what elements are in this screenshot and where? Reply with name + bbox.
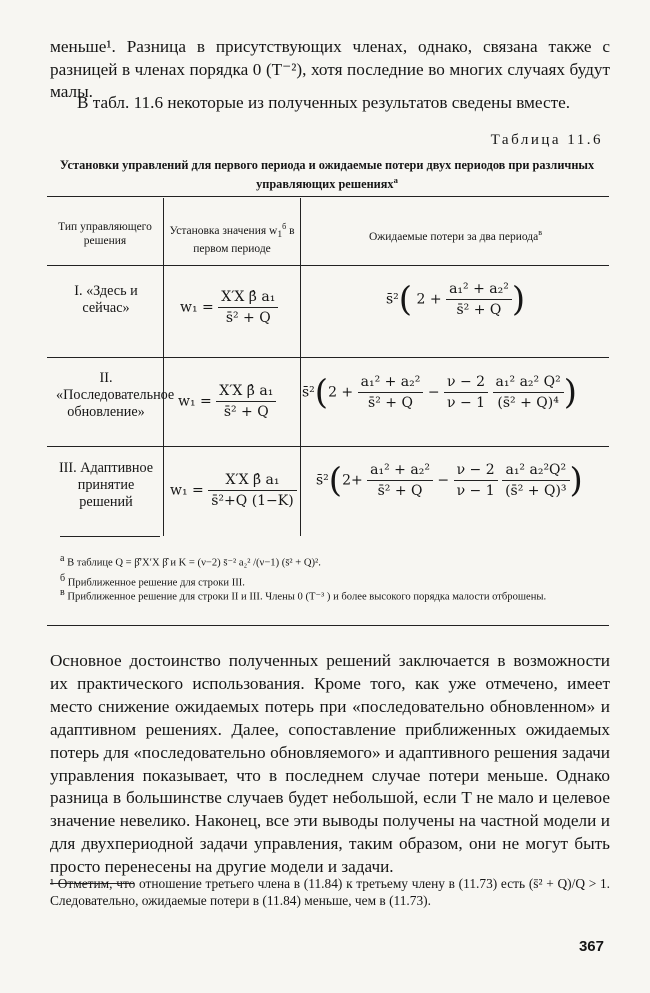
row-3-w-num: X′X β̂ a₁ bbox=[208, 472, 296, 491]
row-2-loss-a-num: a₁² + a₂² bbox=[358, 374, 424, 393]
header-expected-loss bbox=[303, 226, 608, 244]
header-control-sub: 1 bbox=[277, 229, 283, 241]
table-note-a-mark: а bbox=[60, 553, 65, 564]
table-note-b-text: Приближенное решение для строки III. bbox=[65, 577, 245, 589]
header-loss-text: Ожидаемые потери за два периода bbox=[368, 230, 539, 243]
row-2-loss-b-den: ν − 1 bbox=[447, 395, 486, 411]
row-3-loss-b-fraction bbox=[454, 462, 498, 499]
row-2-w-den: s̄² + Q bbox=[223, 404, 269, 420]
row-2-w: w₁ = bbox=[178, 393, 212, 410]
table-top-rule bbox=[47, 196, 609, 197]
header-decision-type: Тип управляющего решения bbox=[58, 221, 152, 247]
row-2-loss-a-fraction bbox=[358, 374, 424, 411]
row-1-loss-open: ( bbox=[398, 279, 413, 320]
row-2-loss-c-fraction bbox=[493, 374, 564, 411]
table-note-c-mark: в bbox=[60, 587, 65, 598]
row-3-w-den: s̄²+Q (1−K) bbox=[211, 493, 294, 509]
header-control-tail: в первом периоде bbox=[193, 224, 295, 256]
row-2-loss-c-den: (s̄² + Q)⁴ bbox=[497, 395, 559, 411]
row-2-loss-b-fraction bbox=[444, 374, 488, 411]
row-3-control-formula bbox=[170, 472, 297, 509]
row-2-loss-c-num: a₁² a₂² Q² bbox=[493, 374, 564, 393]
table-number: Таблица 11.6 bbox=[490, 132, 603, 148]
row-3-loss-minus: − bbox=[437, 472, 450, 489]
table-note-c-text: Приближенное решение для строки II и III. Члены 0 (T⁻³ ) и более высокого порядка малости отброшены. bbox=[64, 591, 547, 603]
row-1-w-num: X′X β̂ a₁ bbox=[218, 289, 278, 308]
row-2-label: II. «Последовательное обновление» bbox=[56, 370, 175, 420]
row-3-w-fraction bbox=[208, 472, 296, 509]
row-2-loss-formula bbox=[302, 374, 577, 411]
row-1-loss-lead: s̄² bbox=[386, 291, 399, 308]
row-3-loss-formula bbox=[316, 462, 583, 499]
row-2-loss-a-den: s̄² + Q bbox=[368, 395, 413, 411]
row-divider-2 bbox=[47, 446, 609, 447]
table-note-a bbox=[60, 552, 595, 570]
header-control-setting bbox=[166, 220, 298, 256]
table-note-c bbox=[60, 586, 595, 604]
row-3-loss-a: 2+ bbox=[342, 472, 363, 489]
row-2-loss-lead: s̄² bbox=[302, 384, 315, 401]
row-3-loss-b-num: ν − 2 bbox=[454, 462, 498, 481]
row-1-label: I. «Здесь и сейчас» bbox=[74, 283, 138, 316]
row-divider-1 bbox=[47, 357, 609, 358]
row-2-loss-b-num: ν − 2 bbox=[444, 374, 488, 393]
row-2-w-fraction bbox=[216, 383, 276, 420]
row-3-loss-c-den: (s̄² + Q)³ bbox=[505, 483, 567, 499]
row-3-label: III. Адаптивное принятие решений bbox=[58, 460, 154, 510]
table-title bbox=[46, 158, 608, 192]
row-3-loss-a-num: a₁² + a₂² bbox=[367, 462, 433, 481]
row-2-loss-open: ( bbox=[314, 372, 329, 413]
row-1-w: w₁ = bbox=[180, 299, 214, 316]
row-3-loss-a-den: s̄² + Q bbox=[377, 483, 423, 499]
notes-divider bbox=[60, 536, 160, 537]
table-note-a-text: В таблице Q = β̂′X′X β̂ и K = (ν−2) s̄⁻² a₂² /(ν−1) (s̄² + Q)². bbox=[64, 557, 321, 569]
row-2-loss-a: 2 + bbox=[328, 384, 354, 401]
page-number: 367 bbox=[578, 938, 604, 955]
intro-paragraph: меньше¹. Разница в присутствующих членах, однако, связана также с разницей в членах порядка 0 (T⁻²), хотя последние во многих случаях будут малы. bbox=[50, 37, 610, 102]
row-1-loss-fraction bbox=[446, 281, 512, 318]
row-3-loss-open: ( bbox=[328, 460, 343, 501]
row-3-loss-close: ) bbox=[569, 460, 583, 501]
row-3-loss-a-fraction bbox=[367, 462, 433, 499]
header-control-sup: б bbox=[282, 222, 287, 231]
column-divider-1 bbox=[163, 198, 164, 536]
row-1-w-fraction bbox=[218, 289, 278, 326]
row-2-w-num: X′X β̂ a₁ bbox=[216, 383, 276, 402]
row-1-loss-a-den: s̄² + Q bbox=[456, 302, 502, 318]
footnote: ¹ Отметим, что отношение третьего члена в (11.84) к третьему члену в (11.73) есть (s̄² + Q)/Q > 1. Следовательно, ожидаемые потери в (11.84) меньше, чем в (11.73). bbox=[50, 876, 610, 908]
column-divider-2 bbox=[300, 198, 301, 536]
table-title-text: Установки управлений для первого периода и ожидаемые потери двух периодов при различных управляющих решениях bbox=[59, 158, 595, 192]
row-2-control-formula bbox=[178, 383, 276, 420]
header-control-text: Установка значения w bbox=[169, 224, 278, 237]
row-3-loss-c-num: a₁² a₂²Q² bbox=[502, 462, 569, 481]
table-note-b-mark: б bbox=[60, 573, 66, 584]
row-2-loss-close: ) bbox=[563, 372, 577, 413]
table-title-mark: а bbox=[393, 175, 398, 185]
row-1-loss-close: ) bbox=[511, 279, 526, 320]
row-3-w: w₁ = bbox=[170, 482, 204, 499]
row-1-control-formula bbox=[180, 289, 278, 326]
row-1-loss-a-num: a₁² + a₂² bbox=[446, 281, 512, 300]
row-1-loss-a: 2 + bbox=[416, 291, 442, 308]
row-3-loss-c-fraction bbox=[502, 462, 569, 499]
header-divider bbox=[47, 265, 609, 266]
body-paragraph: Основное достоинство полученных решений заключается в возможности их практического использования. Кроме того, как уже отмечено, имеет место снижение ожидаемых потерь при «последовательно обновленном» и адаптивном решениях. Далее, сопоставление приближенных ожидаемых потерь для «последовательно обновляемого» и адаптивного решения задачи управления показывает, что в последнем случае потери меньше. Однако разница в большинстве случаев будет небольшой, если T не мало и целевое значение невелико. Наконец, все эти выводы получены на частной модели и для двухпериодной задачи управления, таким образом, они не могут быть просто перенесены на другие модели и задачи. bbox=[50, 651, 610, 877]
table-bottom-rule bbox=[47, 625, 609, 626]
header-loss-sup: в bbox=[538, 228, 543, 237]
row-3-loss-lead: s̄² bbox=[316, 472, 329, 489]
intro-paragraph-2: В табл. 11.6 некоторые из полученных результатов сведены вместе. bbox=[77, 93, 571, 112]
row-3-loss-b-den: ν − 1 bbox=[456, 483, 495, 499]
row-1-loss-formula bbox=[386, 281, 525, 318]
row-2-loss-minus: − bbox=[427, 384, 440, 401]
row-1-w-den: s̄² + Q bbox=[225, 310, 271, 326]
